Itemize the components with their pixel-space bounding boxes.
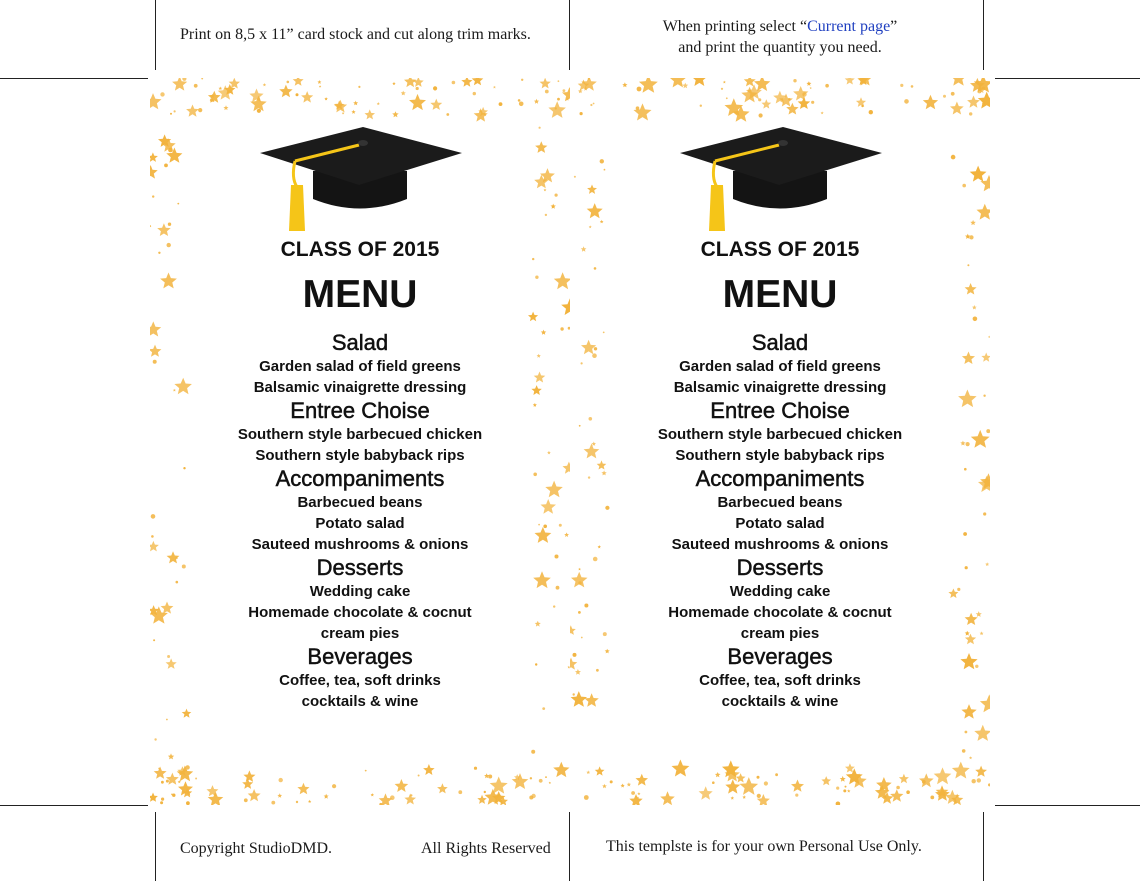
section-heading-beverages: Beverages [727, 644, 833, 669]
star-icon [150, 165, 158, 179]
star-icon [404, 794, 416, 805]
star-icon [847, 789, 851, 792]
star-icon [977, 204, 991, 220]
star-dot [257, 109, 261, 113]
star-dot [712, 781, 715, 784]
star-dot [170, 113, 172, 115]
star-icon [586, 770, 590, 774]
star-dot [365, 770, 367, 772]
star-dot [530, 777, 532, 779]
star-dot [759, 113, 763, 117]
star-dot [972, 779, 976, 783]
star-icon [761, 99, 771, 108]
star-icon [477, 795, 487, 804]
star-icon [534, 99, 539, 104]
star-icon [589, 225, 592, 228]
trim-mark-top-center-vertical [569, 0, 570, 70]
star-icon [970, 166, 987, 182]
star-dot [843, 789, 846, 792]
star-dot [758, 98, 761, 101]
star-icon [150, 152, 158, 162]
star-dot [911, 85, 914, 88]
star-icon [791, 780, 804, 792]
star-icon [978, 92, 990, 109]
star-dot [636, 106, 640, 110]
star-dot [152, 195, 154, 197]
star-icon [603, 168, 606, 170]
star-dot [158, 768, 160, 770]
star-icon [821, 111, 824, 114]
star-icon [672, 760, 690, 777]
trim-mark-bottom-left-horizontal [0, 805, 148, 806]
star-icon [293, 78, 304, 86]
star-dot [177, 203, 179, 205]
star-icon [342, 112, 345, 115]
menu-item: Balsamic vinaigrette dressing [673, 379, 887, 396]
menu-item: Sauteed mushrooms & onions [671, 536, 889, 553]
star-icon [627, 782, 631, 786]
menu-item: Garden salad of field greens [259, 358, 461, 375]
star-dot [484, 791, 486, 793]
menu-content [150, 236, 570, 712]
star-dot [593, 103, 595, 105]
star-icon [553, 762, 569, 777]
star-dot [951, 155, 956, 160]
star-dot [433, 86, 437, 90]
trim-mark-bottom-right-horizontal [995, 805, 1140, 806]
star-dot [793, 79, 796, 82]
star-dot [160, 92, 164, 96]
star-icon [639, 78, 658, 93]
graduation-cap-icon [255, 123, 465, 243]
trim-mark-top-right-horizontal [995, 78, 1140, 79]
star-icon [637, 792, 640, 795]
star-icon [919, 773, 934, 787]
star-dot [978, 90, 982, 94]
star-icon [715, 772, 721, 777]
star-icon [401, 91, 406, 96]
star-icon [430, 99, 442, 110]
star-dot [474, 767, 477, 770]
star-icon [493, 86, 496, 89]
menu-item: cream pies [320, 625, 400, 642]
star-dot [811, 101, 814, 104]
star-icon [578, 89, 583, 93]
star-icon [377, 102, 380, 105]
star-dot [521, 79, 523, 81]
star-dot [757, 794, 761, 798]
section-heading-salad: Salad [751, 330, 809, 355]
star-icon [691, 78, 707, 86]
menu-item: Homemade chocolate & cocnut [668, 604, 892, 621]
star-icon [600, 220, 604, 224]
star-icon [413, 78, 424, 87]
star-dot [904, 99, 909, 104]
star-dot [166, 780, 169, 783]
star-icon [856, 97, 866, 107]
star-dot [166, 719, 168, 721]
star-icon [150, 93, 162, 109]
graduation-cap-icon [675, 123, 885, 243]
star-dot [160, 801, 163, 804]
star-dot [574, 176, 576, 178]
star-icon [974, 725, 990, 741]
star-dot [174, 110, 176, 112]
star-icon [562, 87, 570, 101]
star-icon [150, 793, 158, 802]
star-dot [965, 731, 968, 734]
star-icon [392, 111, 399, 117]
trim-mark-top-left-vertical [155, 0, 156, 70]
star-icon [308, 800, 311, 803]
star-icon [324, 794, 329, 799]
section-heading-beverages: Beverages [307, 644, 413, 669]
star-icon [952, 762, 970, 779]
star-icon [967, 96, 980, 108]
menu-item: Southern style babyback rips [675, 447, 885, 464]
star-dot [519, 102, 524, 107]
star-dot [631, 791, 635, 795]
star-icon [969, 756, 972, 759]
star-icon [621, 784, 625, 788]
star-icon [485, 789, 502, 805]
star-icon [249, 89, 263, 103]
menu-item: Wedding cake [309, 583, 411, 600]
star-icon [587, 203, 603, 218]
star-dot [721, 88, 723, 90]
section-heading-accompaniments: Accompaniments [275, 466, 445, 491]
menu-item: Southern style barbecued chicken [237, 426, 483, 443]
star-icon [731, 796, 735, 799]
star-dot [458, 790, 462, 794]
star-dot [610, 780, 613, 783]
star-icon [219, 87, 223, 91]
rights-text: All Rights Reserved [421, 840, 551, 857]
star-dot [168, 223, 171, 226]
star-dot [186, 801, 190, 805]
trim-mark-top-right-vertical [983, 0, 984, 70]
star-icon [512, 773, 529, 789]
menu-card-left [150, 78, 570, 805]
star-icon [975, 766, 987, 777]
star-icon [629, 794, 642, 805]
star-dot [244, 798, 248, 802]
star-icon [669, 78, 686, 87]
star-icon [699, 786, 713, 799]
star-dot [869, 110, 873, 114]
star-dot [287, 81, 290, 84]
star-dot [962, 749, 966, 753]
star-icon [551, 204, 556, 209]
star-icon [970, 220, 976, 225]
star-dot [154, 738, 156, 740]
printing-note-line2: and print the quantity you need. [678, 39, 882, 56]
star-icon [793, 86, 808, 101]
star-dot [473, 92, 476, 95]
trim-mark-bottom-left-vertical [155, 812, 156, 881]
star-icon [404, 78, 416, 87]
star-dot [358, 86, 360, 88]
star-dot [296, 93, 299, 96]
star-icon [277, 793, 282, 798]
star-icon [461, 78, 472, 87]
star-dot [555, 194, 558, 197]
star-dot [531, 794, 535, 798]
star-dot [896, 786, 900, 790]
star-dot [545, 90, 549, 94]
star-dot [788, 98, 790, 100]
star-icon [742, 795, 746, 799]
section-heading-entree: Entree Choise [290, 398, 430, 423]
menu-title: MENU [302, 273, 418, 316]
star-icon [353, 101, 358, 106]
star-dot [182, 78, 186, 81]
star-icon [548, 101, 566, 118]
trim-mark-top-left-horizontal [0, 78, 148, 79]
star-icon [682, 83, 688, 89]
star-icon [351, 110, 355, 114]
star-icon [723, 81, 726, 84]
star-dot [590, 104, 592, 106]
personal-use-note: This templste is for your own Personal Use Only. [606, 838, 922, 855]
star-dot [775, 773, 778, 776]
star-dot [539, 127, 541, 129]
menu-item: Homemade chocolate & cocnut [248, 604, 472, 621]
star-dot [900, 84, 903, 87]
star-icon [636, 774, 649, 786]
star-dot [795, 794, 798, 797]
star-dot [194, 84, 198, 88]
menu-item: Southern style barbecued chicken [657, 426, 903, 443]
star-dot [764, 781, 768, 785]
star-icon [899, 774, 909, 784]
star-icon [166, 773, 179, 785]
menu-item: Southern style babyback rips [255, 447, 465, 464]
star-dot [700, 105, 702, 107]
star-icon [317, 80, 321, 84]
printing-select-note [600, 16, 960, 58]
star-icon [923, 95, 938, 110]
star-icon [535, 141, 547, 153]
star-icon [243, 770, 255, 782]
star-dot [518, 99, 521, 102]
star-icon [319, 85, 321, 87]
trim-mark-bottom-right-vertical [983, 812, 984, 881]
star-dot [836, 802, 841, 806]
star-icon [950, 102, 964, 115]
star-dot [600, 159, 604, 163]
star-dot [580, 112, 583, 115]
printing-note-suffix: ” [890, 18, 898, 35]
star-dot [279, 778, 283, 782]
star-dot [164, 164, 168, 168]
star-icon [437, 783, 448, 793]
star-dot [198, 108, 202, 112]
menu-item: Coffee, tea, soft drinks [279, 672, 441, 689]
star-dot [637, 87, 642, 92]
star-icon [301, 91, 313, 103]
menu-item: cocktails & wine [721, 693, 839, 710]
printing-note-prefix: When printing select “ [662, 18, 808, 35]
class-of-heading: CLASS OF 2015 [280, 238, 440, 261]
star-icon [223, 105, 228, 110]
star-icon [890, 789, 903, 802]
star-dot [757, 776, 760, 779]
menu-item: Sauteed mushrooms & onions [251, 536, 469, 553]
menu-item: Wedding cake [729, 583, 831, 600]
star-dot [845, 786, 847, 788]
copyright-text: Copyright StudioDMD. [180, 840, 333, 857]
star-dot [545, 776, 547, 778]
menu-item: Balsamic vinaigrette dressing [253, 379, 467, 396]
star-dot [962, 184, 966, 188]
star-dot [836, 787, 839, 790]
star-dot [446, 113, 449, 116]
section-heading-accompaniments: Accompaniments [695, 466, 865, 491]
class-of-heading: CLASS OF 2015 [700, 238, 860, 261]
star-icon [821, 776, 831, 785]
star-dot [296, 801, 298, 803]
section-heading-entree: Entree Choise [710, 398, 850, 423]
star-dot [584, 795, 589, 800]
star-icon [423, 764, 435, 775]
star-dot [195, 778, 197, 780]
star-icon [263, 83, 267, 86]
menu-item: cocktails & wine [301, 693, 419, 710]
menu-item: Garden salad of field greens [679, 358, 881, 375]
star-icon [622, 82, 627, 87]
star-icon [297, 783, 309, 795]
star-dot [545, 214, 547, 216]
star-dot [332, 784, 336, 788]
star-dot [943, 95, 946, 98]
menu-item: Potato salad [735, 515, 825, 532]
star-dot [988, 783, 990, 786]
star-dot [557, 98, 560, 101]
menu-item: Potato salad [315, 515, 405, 532]
star-icon [365, 109, 376, 119]
star-icon [371, 793, 374, 796]
trim-mark-bottom-center-vertical [569, 812, 570, 881]
star-icon [754, 78, 770, 91]
star-icon [807, 81, 812, 86]
star-dot [951, 92, 955, 96]
star-dot [637, 797, 639, 799]
star-dot [906, 790, 910, 794]
star-dot [539, 779, 543, 783]
star-icon [324, 97, 327, 100]
star-dot [161, 798, 164, 801]
star-dot [271, 801, 275, 805]
menu-title: MENU [722, 273, 838, 316]
star-icon [409, 94, 426, 110]
section-heading-salad: Salad [331, 330, 389, 355]
section-heading-desserts: Desserts [316, 555, 404, 580]
star-dot [558, 80, 560, 82]
star-icon [248, 789, 261, 801]
star-dot [150, 225, 151, 227]
star-dot [452, 81, 456, 85]
star-dot [499, 102, 503, 106]
star-icon [602, 784, 607, 788]
star-dot [825, 84, 829, 88]
star-icon [177, 766, 194, 782]
menu-content [570, 236, 990, 712]
menu-item: Barbecued beans [297, 494, 423, 511]
star-icon [634, 103, 652, 120]
menu-card-right [570, 78, 990, 805]
star-dot [213, 100, 215, 102]
star-icon [660, 791, 675, 805]
star-icon [934, 767, 952, 784]
print-instruction-note: Print on 8,5 x 11” card stock and cut along trim marks. [180, 26, 531, 43]
star-icon [845, 78, 855, 85]
star-icon [544, 189, 547, 192]
menu-item: Barbecued beans [717, 494, 843, 511]
star-dot [390, 795, 395, 800]
star-dot [161, 781, 164, 784]
star-icon [154, 767, 167, 779]
star-icon [392, 82, 395, 85]
star-icon [587, 185, 597, 194]
star-dot [201, 78, 203, 80]
star-dot [531, 750, 535, 754]
star-icon [810, 87, 812, 89]
section-heading-desserts: Desserts [736, 555, 824, 580]
star-icon [186, 105, 199, 117]
star-dot [969, 112, 972, 115]
star-icon [549, 782, 551, 784]
star-icon [395, 779, 409, 792]
star-dot [418, 775, 420, 777]
star-dot [172, 794, 175, 797]
current-page-highlight: Current page [807, 18, 891, 35]
star-dot [930, 796, 934, 800]
star-dot [563, 89, 566, 92]
star-icon [595, 766, 605, 775]
menu-item: cream pies [740, 625, 820, 642]
star-dot [379, 803, 382, 805]
star-dot [168, 148, 173, 153]
star-dot [726, 97, 728, 99]
star-dot [416, 87, 419, 90]
star-icon [472, 78, 484, 85]
star-icon [540, 78, 551, 88]
star-icon [950, 78, 967, 86]
star-dot [977, 778, 981, 782]
star-icon [168, 753, 174, 759]
star-icon [840, 776, 846, 782]
menu-item: Coffee, tea, soft drinks [699, 672, 861, 689]
star-icon [279, 85, 292, 98]
